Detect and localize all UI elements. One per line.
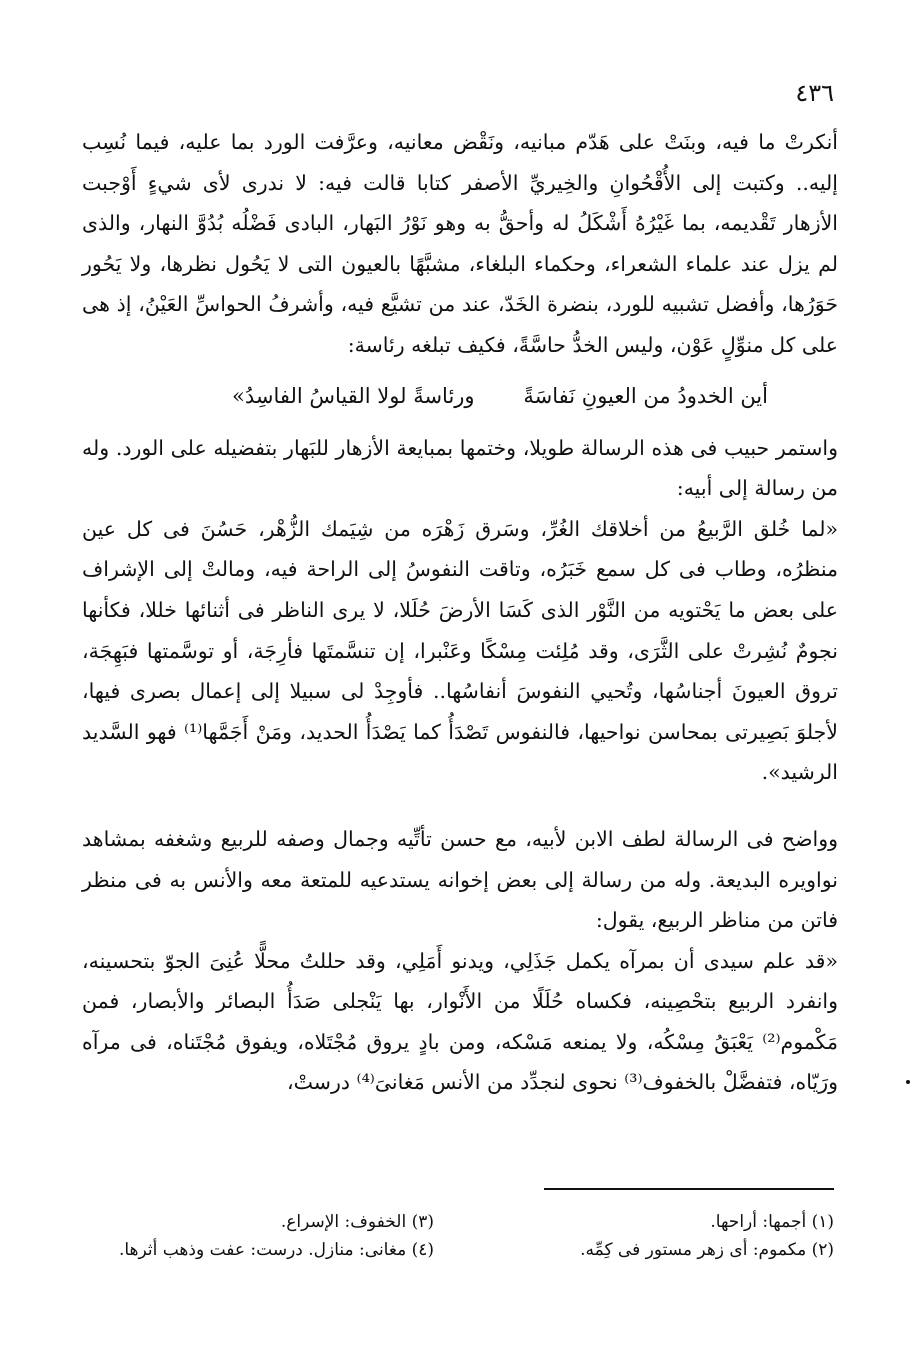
paragraph: واستمر حبيب فى هذه الرسالة طويلا، وختمها بمبايعة الأزهار للبَهار بتفضيله على الورد. وله من رسالة إلى أبيه: [82, 435, 838, 501]
paragraph: وواضح فى الرسالة لطف الابن لأبيه، مع حسن تأتِّيه وجمال وصفه للربيع وشغفه بمشاهد نواويره البديعة. وله من رسالة إلى بعض إخوانه يستدعيه للمتعة معه والأنس به فى منظر فاتن من مناظر الربيع، يقول: [82, 826, 838, 933]
margin-mark [906, 1080, 910, 1084]
poem-verse [82, 376, 838, 422]
footnote-2: (٢) مكموم: أى زهر مستور فى كِمِّه. [580, 1240, 834, 1260]
footnote-row [94, 1236, 834, 1264]
footnote-3: (٣) الخفوف: الإسراع. [280, 1212, 434, 1232]
footnote-4: (٤) مغانى: منازل. درست: عفت وذهب أثرها. [118, 1240, 434, 1260]
paragraph: «لما خُلق الرَّبيعُ من أخلاقك الغُرِّ، وسَرق زَهْرَه من شِيَمك الزُّهْر، حَسُنَ فى كل عين منظرُه، وطاب فى كل سمع خَبَرُه، وتاقت النفوسُ إلى الراحة فيه، ومالتْ إلى الإشراف على بعض ما يَحْتويه من النَّوْر الذى كَسَا الأرضَ حُلَلا، لا يرى الناظر فى أثنائها خللا، فكأنها نجومٌ نُشِرتْ على الثَّرَى، وقد مُلِئت مِسْكًا وعَنْبرا، إن تنسَّمتَها فأرِجَة، أو توسَّمتها فبَهِجَة، تروق العيونَ أجناسُها، وتُحيي النفوسَ أنفاسُها.. فأوجِدْ لى سبيلا إلى إعمال بصرى فيها، لأجلوَ بَصِيرتى بمحاسن نواحيها، فالنفوس تَصْدَأُ كما يَصْدَأُ الحديد، ومَنْ أَجَمَّها⁽¹⁾ فهو السَّديد الرشيد». [82, 516, 838, 785]
main-text [82, 122, 838, 1103]
footnotes [94, 1208, 834, 1264]
poem-hemistich-first: أين الخدودُ من العيونِ نَفاسَةً [523, 383, 768, 408]
footnote-row [94, 1208, 834, 1236]
page-number: ٤٣٦ [795, 79, 834, 107]
footnote-1: (١) أجمها: أراحها. [710, 1212, 834, 1232]
paragraph: «قد علم سيدى أن بمرآه يكمل جَذَلِي، ويدنو أَمَلِي، وقد حللتُ محلًّا عُنِىَ الجوّ بتحسينه، وانفرد الربيع بتحْصِينه، فكساه حُلَلًا من الأَنْوار، بها يَنْجلى صَدَأُ البصائر والأبصار، فمن مَكْموم⁽²⁾ يَعْبَقُ مِسْكُه، ولا يمنعه مَسْكه، ومن بادٍ يروق مُجْتَلاه، ويفوق مُجْتَناه، فى مرآه ورَيّاه، فتفضَّلْ بالخفوف⁽³⁾ نحوى لنجدِّد من الأنس مَغانىَ⁽⁴⁾ درستْ، [82, 948, 838, 1095]
paragraph: أنكرتْ ما فيه، وبنَتْ على هَدّم مبانيه، ونَقْض معانيه، وعرَّفت الورد بما عليه، فيما نُسِب إليه.. وكتبت إلى الأُقْحُوانِ والخِيريِّ الأصفر كتابا قالت فيه: لا ندرى لأى شيءٍ أَوْجبت الأزهار تَقْديمه، بما غَيْرُهُ أَشْكَلُ له وأحقُّ به وهو نَوْرُ البَهار، البادى فَضْلُه بُدُوَّ النهار، والذى لم يزل عند علماء الشعراء، وحكماء البلغاء، مشبَّهًا بالعيون التى لا يَحُول نظرها، ولا يَحُور حَوَرُها، وأفضل تشبيه للورد، بنضرة الخَدّ، عند من تشيَّع فيه، وأشرفُ الحواسِّ العَيْنُ، إذ هى على كل منوِّلٍ عَوْن، وليس الخدُّ حاسَّةً، فكيف تبلغه رئاسة: [82, 130, 838, 357]
poem-hemistich-second: ورئاسةً لولا القياسُ الفاسِدُ» [232, 383, 475, 408]
footnote-divider [544, 1188, 834, 1190]
paragraph-spacer [82, 793, 838, 819]
